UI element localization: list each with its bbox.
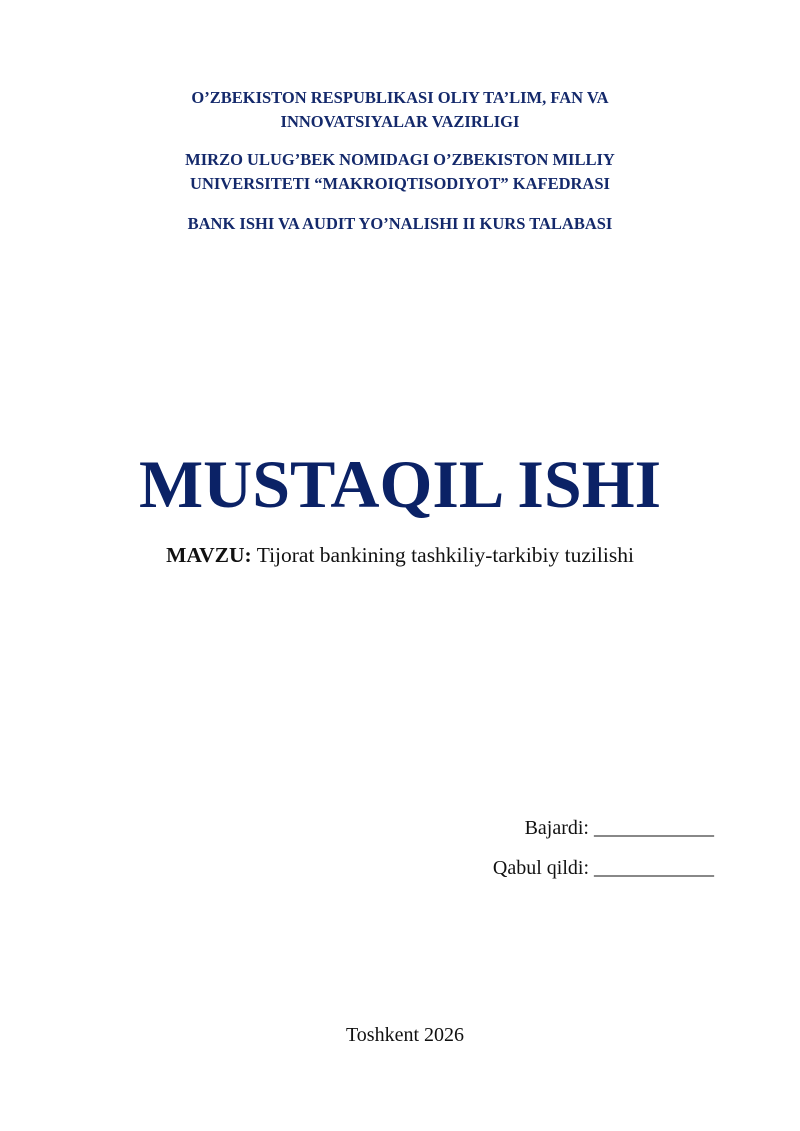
topic-text: Tijorat bankining tashkiliy-tarkibiy tuzilishi <box>256 543 634 567</box>
ministry-line-1: O’ZBEKISTON RESPUBLIKASI OLIY TA’LIM, FAN VA <box>191 88 609 107</box>
accepted-by-line: Qabul qildi: ____________ <box>492 857 714 879</box>
document-title: MUSTAQIL ISHI <box>138 446 662 522</box>
university-line-1: MIRZO ULUG’BEK NOMIDAGI O’ZBEKISTON MILLIY <box>185 150 615 169</box>
university-line-2: UNIVERSITETI “MAKROIQTISODIYOT” KAFEDRASI <box>190 174 610 193</box>
ministry-heading <box>0 86 800 134</box>
city-year: Toshkent 2026 <box>345 1024 465 1046</box>
topic-label: MAVZU: <box>166 543 252 567</box>
student-heading: BANK ISHI VA AUDIT YO’NALISHI II KURS TALABASI <box>187 214 613 233</box>
topic-line <box>0 540 800 570</box>
ministry-line-2: INNOVATSIYALAR VAZIRLIGI <box>280 112 520 131</box>
done-by-line: Bajardi: ____________ <box>524 817 714 839</box>
university-heading <box>0 148 800 196</box>
